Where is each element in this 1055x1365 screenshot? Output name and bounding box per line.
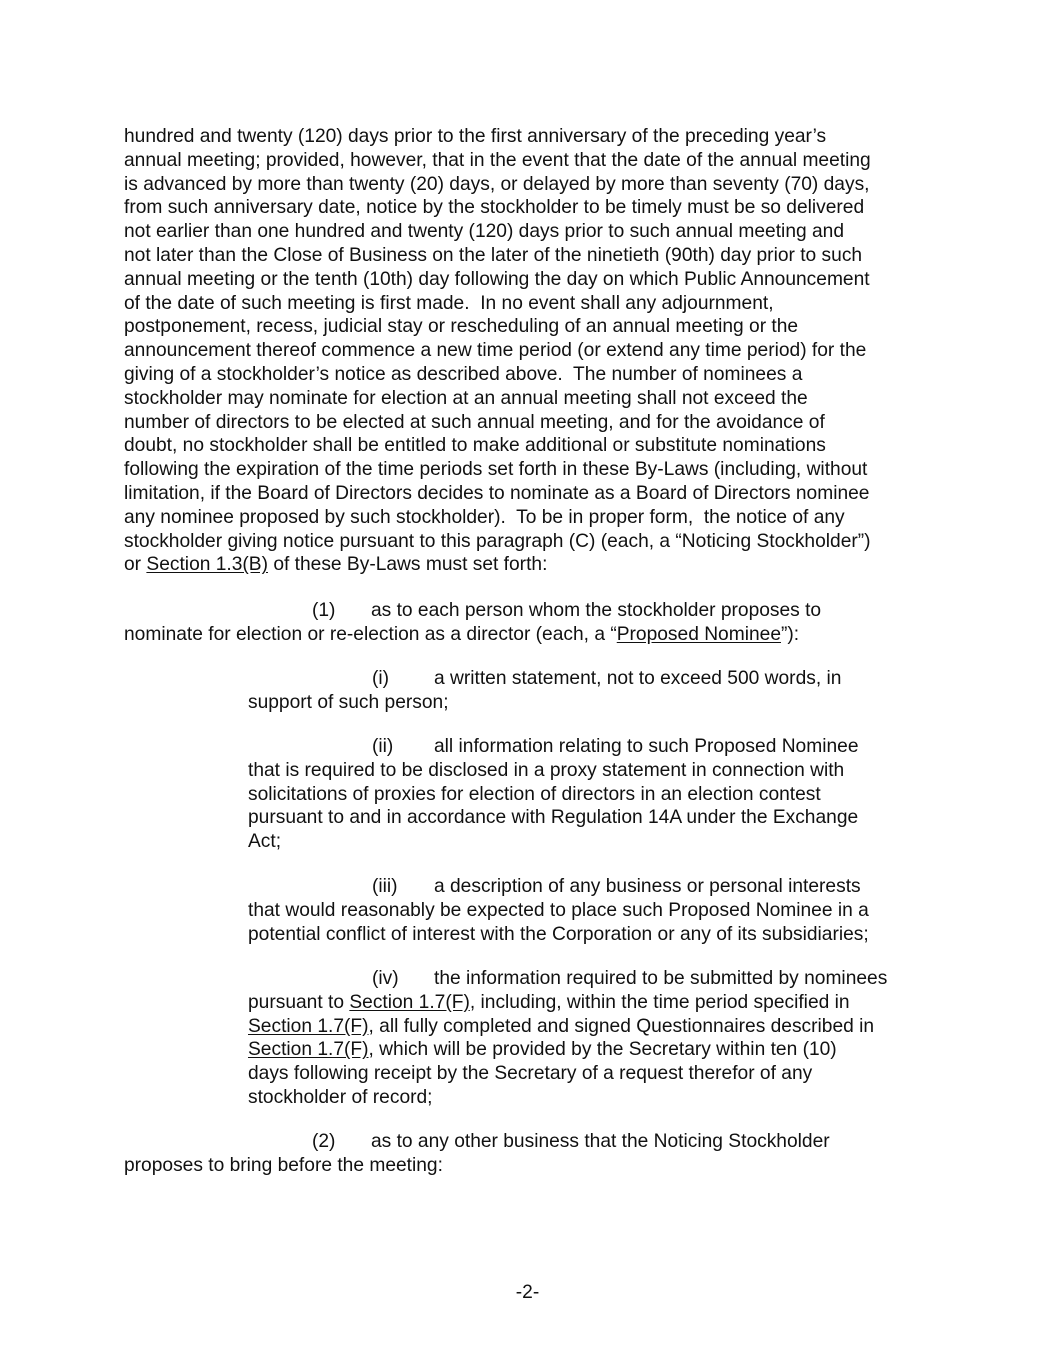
text-line: that would reasonably be expected to place such Proposed Nominee in a — [248, 899, 869, 921]
item-2-label: (2) — [312, 1131, 336, 1152]
text-line: days following receipt by the Secretary of a request therefor of any — [248, 1063, 813, 1085]
text-line: not earlier than one hundred and twenty (120) days prior to such annual meeting and — [124, 221, 844, 243]
text-line: annual meeting; provided, however, that in the event that the date of the annual meeting — [124, 149, 871, 171]
intro-paragraph — [124, 125, 871, 577]
proposed-nominee-term: Proposed Nominee — [616, 623, 781, 645]
sub-item-ii-label: (ii) — [372, 736, 394, 757]
text-line: of the date of such meeting is first made. In no event shall any adjournment, — [124, 292, 774, 314]
text-line: stockholder of record; — [248, 1086, 433, 1108]
page-number: -2- — [515, 1282, 540, 1303]
item-1-text: as to each person whom the stockholder proposes to — [371, 600, 822, 621]
sub-item-iii-label: (iii) — [372, 876, 398, 897]
text-line: that is required to be disclosed in a proxy statement in connection with — [248, 759, 845, 781]
section-1-7f-reference: Section 1.7(F) — [248, 1015, 369, 1037]
item-1-paragraph: (1) as to each person whom the stockholder proposes to nominate for election or re-election as a director (each, a “Proposed Nominee”): — [124, 600, 822, 645]
text-line: pursuant to and in accordance with Regulation 14A under the Exchange — [248, 807, 859, 829]
section-1-3b-reference: Section 1.3(B) — [146, 554, 268, 576]
text-line: number of directors to be elected at such annual meeting, and for the avoidance of — [124, 411, 825, 433]
section-1-7f-reference: Section 1.7(F) — [349, 991, 470, 1013]
section-1-7f-reference: Section 1.7(F) — [248, 1039, 369, 1061]
text-line: annual meeting or the tenth (10th) day following the day on which Public Announcement — [124, 268, 870, 290]
text-line: limitation, if the Board of Directors decides to nominate as a Board of Directors nominee — [124, 482, 870, 504]
sub-item-iv-label: (iv) — [372, 968, 399, 989]
sub-item-iii-paragraph: (iii) a description of any business or personal interests that would reasonably be expected to place such Proposed Nominee in a potential conflict of interest with the Corporation or any of its subsidiaries; — [248, 876, 869, 945]
text-line: any nominee proposed by such stockholder). To be in proper form, the notice of any — [124, 506, 845, 528]
item-1-label: (1) — [312, 600, 336, 621]
text-line: Act; — [248, 831, 282, 853]
text-line: is advanced by more than twenty (20) days, or delayed by more than seventy (70) days, — [124, 173, 870, 195]
text-line: doubt, no stockholder shall be entitled to make additional or substitute nominations — [124, 435, 826, 457]
text-line: not later than the Close of Business on the later of the ninetieth (90th) day prior to such — [124, 244, 863, 266]
item-2-paragraph: (2) as to any other business that the Noticing Stockholder proposes to bring before the meeting: — [124, 1131, 830, 1176]
text-line: solicitations of proxies for election of directors in an election contest — [248, 783, 821, 805]
text-line: stockholder giving notice pursuant to this paragraph (C) (each, a “Noticing Stockholder”) — [124, 530, 871, 552]
sub-item-i-label: (i) — [372, 668, 390, 689]
text-line: announcement thereof commence a new time period (or extend any time period) for the — [124, 340, 867, 362]
text-line: hundred and twenty (120) days prior to the first anniversary of the preceding year’s — [124, 126, 827, 147]
sub-item-iv-paragraph: (iv) the information required to be submitted by nominees pursuant to Section 1.7(F), including, within the time period specified in Section 1.7(F), all fully completed and signed Questionnaires described in Section 1.7(F), which will be provided by the Secretary within ten (10) days following receipt by the Secretary of a request therefor of any stockholder of record; — [248, 968, 888, 1108]
sub-item-ii-paragraph: (ii) all information relating to such Proposed Nominee that is required to be disclosed in a proxy statement in connection with solicitations of proxies for election of directors in an election contest pursuant to and in accordance with Regulation 14A under the Exchange Act; — [248, 736, 859, 853]
text-line: potential conflict of interest with the Corporation or any of its subsidiaries; — [248, 923, 869, 945]
text-line: giving of a stockholder’s notice as described above. The number of nominees a — [124, 363, 803, 385]
text-line: postponement, recess, judicial stay or rescheduling of an annual meeting or the — [124, 316, 799, 338]
text-line: following the expiration of the time periods set forth in these By-Laws (including, without — [124, 459, 868, 481]
text-line: from such anniversary date, notice by the stockholder to be timely must be so delivered — [124, 197, 865, 219]
text-line: stockholder may nominate for election at an annual meeting shall not exceed the — [124, 387, 808, 409]
text-line: or Section 1.3(B) of these By-Laws must set forth: — [124, 554, 548, 576]
sub-item-i-paragraph: (i) a written statement, not to exceed 500 words, in support of such person; — [248, 668, 842, 713]
